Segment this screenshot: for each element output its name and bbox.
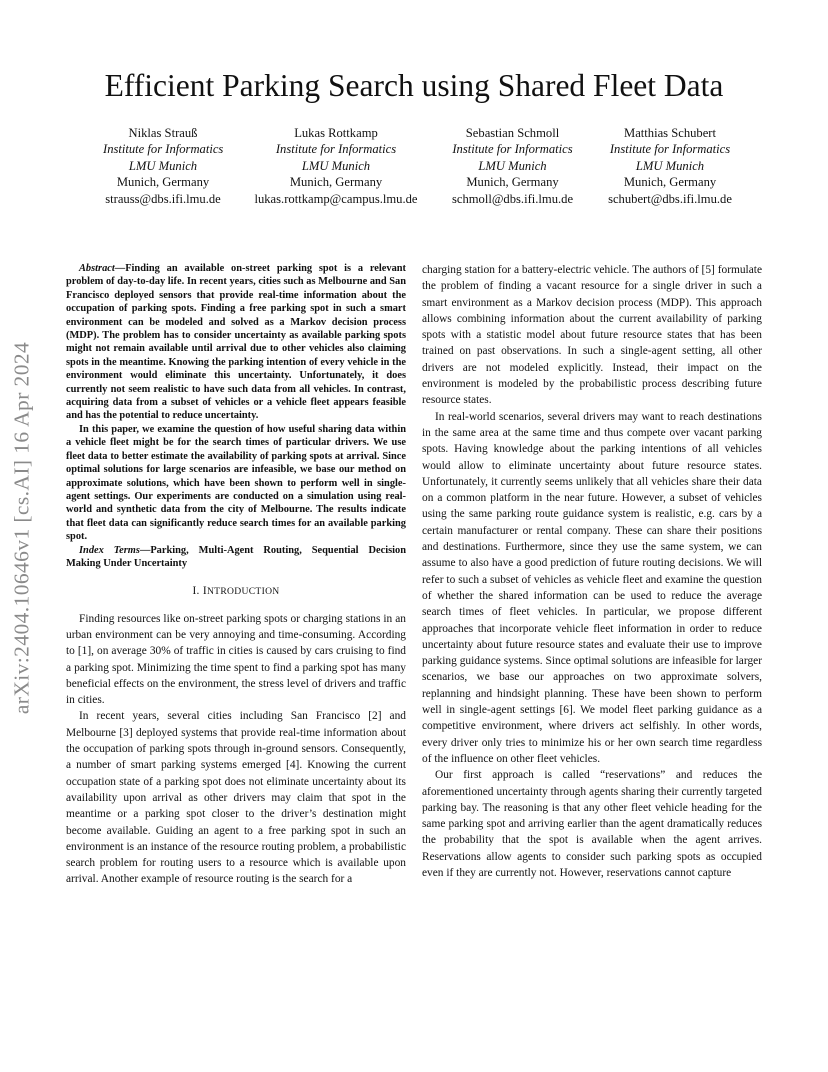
body-paragraph: In real-world scenarios, several drivers may want to reach destinations in the same area at the same time and thus compete over vacant parking spots. Having knowledge about the parking intentions of all vehicles would allow to eliminate uncertainty about future resource states. Unfortunately, it currently seems unlikely that all vehicles share their data on a common platform in the near future. However, a subset of vehicles using the same parking route guidance system is realistic, e.g. cars by a certain manufacturer or rental company. These can share their positions and destinations. Furthermore, since they use the same system, we can assume to also have a good prediction of future routing decisions. We will refer to such a subset of vehicles as vehicle fleet and examine the question of whether the shared information can be used to reduce the average search times of fleet vehicles. In particular, we propose different approaches that incorporate vehicle fleet information in order to reduce uncertainty about future resource states and evaluate their use to improve parking guidance systems. Since optimal solutions are infeasible for larger scenarios, we base our approaches on two approximate solvers, replanning and hindsight planning. These have been shown to perform well in single-agent settings [6]. We model fleet parking guidance as a competitive environment, where drivers act selfishly. In other words, every driver only tries to minimize his or her own search time regardless of the influence on other fleet vehicles. [422,410,762,765]
abstract-paragraph-1 [66,262,406,423]
section-heading-introduction [66,583,406,600]
body-paragraph: charging station for a battery-electric vehicle. The authors of [5] formulate the problem of finding a vacant resource for a single driver in such a smart environment as a Markov decision process (MDP). This approach allows combining information about the current availability of parking spots with a statistic model about future resource states that has been trained on past observations. In such a single-agent setting, all other drivers are not modeled explicitly. Instead, their impact on the environment is modeled by the probabilistic process describing future resource states. [422,264,762,407]
author-affiliation: Institute for Informatics [452,142,573,157]
author-location: Munich, Germany [623,175,717,190]
author-1 [103,125,223,207]
author-name: Matthias Schubert [624,126,716,140]
author-university: LMU Munich [301,158,371,173]
abstract-paragraph-2: In this paper, we examine the question of how useful sharing data within a vehicle fleet might be for the search times of particular drivers. We use fleet data to better estimate the availability of parking spots at arrival. Since optimal solutions for large scenarios are infeasible, we base our method on approximate solutions, which have been shown to perform well in single-agent settings. Our experiments are conducted on a simulation using real-world and synthetic data from the city of Melbourne. The results indicate that fleet data can significantly reduce search times for an available parking spot. [66,423,406,543]
body-paragraph: Our first approach is called “reservations” and reduces the aforementioned uncertainty through agents sharing their currently targeted parking bay. The reasoning is that any other fleet vehicle heading for the same parking spot and arriving earlier than the agent dramatically reduces the probability that the spot is available when the agent arrives. Reservations allow agents to consider such parking spots as occupied even if they are currently not. However, reservations cannot capture [422,769,762,879]
author-block [0,125,828,215]
section-title-initial: I [202,585,207,598]
body-paragraph: In recent years, several cities including San Francisco [2] and Melbourne [3] deployed systems that provide real-time information about the occupation of parking spots through in-ground sensors. Consequently, a number of smart parking systems emerged [4]. Knowing the current occupation state of a parking spot does not eliminate uncertainty about its availability upon arrival as other drivers may claim that spot in the meantime or a parking spot closer to the driver’s destination might become available. Guiding an agent to a free parking spot in such an environment is an instance of the resource routing problem, a probabilistic search problem for routing users to a resource which is available upon arrival. Another example of resource routing is the search for a [66,710,406,886]
author-email[interactable]: strauss@dbs.ifi.lmu.de [105,191,221,206]
author-4 [600,125,740,207]
author-affiliation: Institute for Informatics [609,142,731,157]
arxiv-identifier[interactable]: arXiv:2404.10646v1 [cs.AI] 16 Apr 2024 [9,341,34,715]
author-university: LMU Munich [128,158,198,173]
author-email[interactable]: schubert@dbs.ifi.lmu.de [608,191,732,206]
index-terms [66,544,406,571]
right-column [422,262,762,881]
author-affiliation: Institute for Informatics [103,142,224,157]
section-number: I. [192,585,200,598]
left-column [66,262,406,888]
author-2 [246,125,426,207]
index-terms-label: Index Terms [79,544,140,556]
body-paragraph: Finding resources like on-street parking spots or charging stations in an urban environment can be very annoying and time-consuming. According to [1], on average 30% of traffic in cities is caused by cars cruising to find a parking spot. Minimizing the time spent to find a parking spot has many beneficial effects on the environment, the stress level of drivers and traffic in cities. [66,612,406,707]
author-3 [440,125,585,207]
abstract-text-1: —Finding an available on-street parking spot is a relevant problem of day-to-day life. In recent years, cities such as Melbourne and San Francisco deployed sensors that provide real-time information about the occupation of parking spots. Finding a free parking spot in such a smart environment can be modeled and solved as a Markov decision process (MDP). The problem has to consider uncertainty as available parking spots might not remain available until arrival due to other vehicles also claiming spots in the meantime. Knowing the parking intention of every vehicle in the environment would eliminate this uncertainty. Unfortunately, it does currently not seem realistic to have such data from all vehicles. In contrast, acquiring data from a subset of vehicles or a vehicle fleet appears feasible and has the potential to reduce uncertainty. [66,263,406,422]
author-affiliation: Institute for Informatics [275,142,397,157]
abstract-label: Abstract [79,263,115,274]
author-location: Munich, Germany [289,175,383,190]
author-university: LMU Munich [635,158,705,173]
section-title-rest: NTRODUCTION [206,586,280,598]
author-location: Munich, Germany [466,175,559,190]
author-name: Sebastian Schmoll [465,126,560,140]
index-terms-text: —Parking, Multi-Agent Routing, Sequential Decision Making Under Uncertainty [66,544,406,569]
author-email[interactable]: schmoll@dbs.ifi.lmu.de [451,191,574,206]
abstract [66,262,406,570]
author-email[interactable]: lukas.rottkamp@campus.lmu.de [254,191,418,206]
author-name: Niklas Strauß [128,126,198,140]
author-location: Munich, Germany [116,175,210,190]
author-university: LMU Munich [478,158,547,173]
paper-title: Efficient Parking Search using Shared Fleet Data [104,68,724,103]
author-name: Lukas Rottkamp [294,126,378,140]
